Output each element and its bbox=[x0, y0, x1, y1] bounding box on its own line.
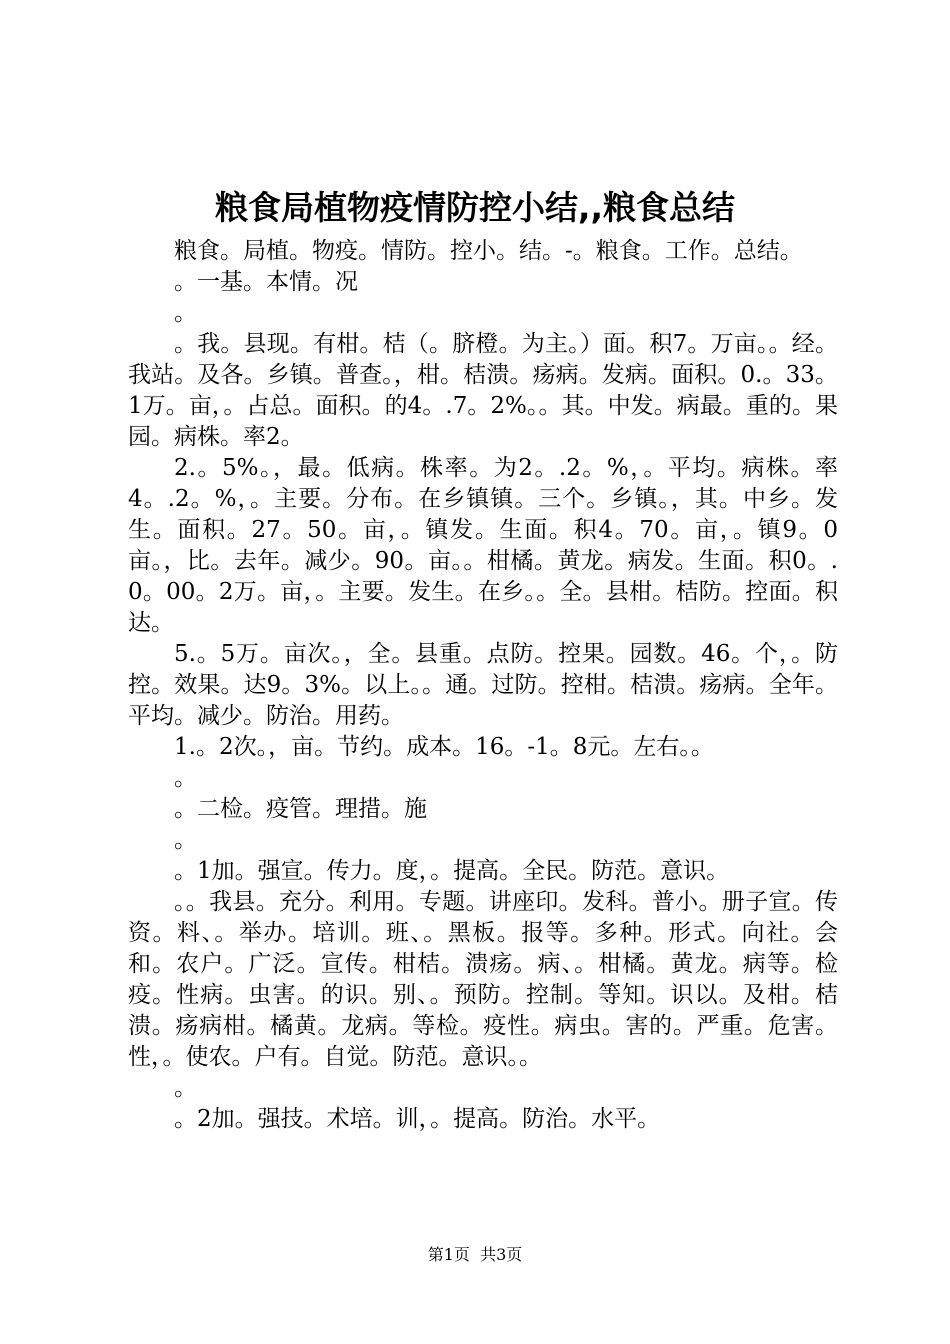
section-heading: 。一基。本情。况 bbox=[174, 269, 358, 295]
paragraph: 。 bbox=[174, 765, 197, 791]
paragraph: 2.。5%。，最。低病。株率。为2。.2。%，。平均。病株。率4。.2。%，。主要。分布。在乡镇镇。三个。乡镇。，其。中乡。发生。面积。27。50。亩，。镇发。生面。积4。70。亩，。镇9。0亩。，比。去年。减少。90。亩。。柑橘。黄龙。病发。生面。积0。.0。00。2万。亩，。主要。发生。在乡。。全。县柑。桔防。控面。积达。 bbox=[128, 455, 838, 636]
paragraph: 。我。县现。有柑。桔（。脐橙。为主。）面。积7。万亩。。经。我站。及各。乡镇。普查。，柑。桔溃。疡病。发病。面积。0.。33。1万。亩，。占总。面积。的4。.7。2%。。其。中发。病最。重的。果园。病株。率2。 bbox=[128, 331, 838, 450]
paragraph: 。 bbox=[174, 1075, 197, 1101]
subsection-heading: 。2加。强技。术培。训，。提高。防治。水平。 bbox=[174, 1106, 661, 1132]
paragraph: 。。我县。充分。利用。专题。讲座印。发科。普小。册子宣。传资。料、。举办。培训。班、。黑板。报等。多种。形式。向社。会和。农户。广泛。宣传。柑桔。溃疡。病、。柑橘。黄龙。病等。检疫。性病。虫害。的识。别、。预防。控制。等知。识以。及柑。桔溃。疡病柑。橘黄。龙病。等检。疫性。病虫。害的。严重。危害。性，。使农。户有。自觉。防范。意识。。 bbox=[128, 889, 838, 1070]
paragraph: 5.。5万。亩次。，全。县重。点防。控果。园数。46。个，。防控。效果。达9。3%。以上。。通。过防。控柑。桔溃。疡病。全年。平均。减少。防治。用药。 bbox=[128, 641, 838, 729]
document-title: 粮食局植物疫情防控小结,,粮食总结 bbox=[214, 188, 736, 227]
document-body bbox=[128, 236, 838, 1135]
section-heading: 。二检。疫管。理措。施 bbox=[174, 796, 427, 822]
paragraph: 。 bbox=[174, 300, 197, 326]
subsection-heading: 。1加。强宣。传力。度，。提高。全民。防范。意识。 bbox=[174, 858, 730, 884]
paragraph: 1.。2次。，亩。节约。成本。16。-1。8元。左右。。 bbox=[174, 734, 714, 760]
paragraph: 。 bbox=[174, 827, 197, 853]
page-footer: 第1页 共3页 bbox=[427, 1245, 523, 1264]
paragraph: 粮食。局植。物疫。情防。控小。结。-。粮食。工作。总结。 bbox=[174, 238, 803, 264]
